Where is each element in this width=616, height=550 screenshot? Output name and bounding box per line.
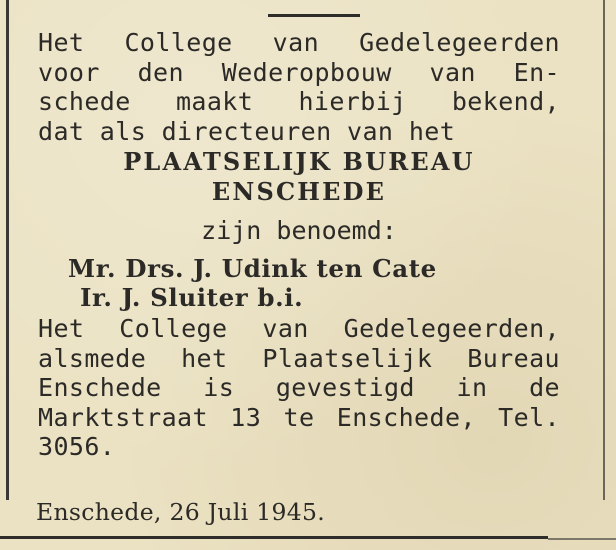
bureau-heading: [38, 147, 560, 207]
intro-line: Het College van Gedelegeerden: [38, 28, 560, 57]
closing-line: alsmede het Plaatselijk Bureau: [38, 343, 560, 373]
top-divider-rule: [268, 14, 360, 17]
appointed-label: zijn benoemd:: [201, 216, 397, 245]
intro-line: voor den Wederopbouw van En-: [38, 57, 560, 87]
closing-paragraph: [38, 314, 560, 462]
closing-line: Het College van Gedelegeerden,: [38, 314, 560, 343]
intro-line: schede maakt hierbij bekend,: [38, 87, 560, 116]
closing-line: Enschede is gevestigd in de: [38, 373, 560, 402]
intro-paragraph: [38, 28, 560, 146]
appointee-name: Ir. J. Sluiter b.i.: [80, 283, 304, 312]
bureau-heading-line: PLAATSELIJK BUREAU: [123, 147, 475, 176]
closing-line: 3056.: [38, 432, 116, 461]
appointee-name: Mr. Drs. J. Udink ten Cate: [68, 254, 437, 283]
closing-line: Marktstraat 13 te Enschede, Tel.: [38, 402, 560, 432]
dateline: Enschede, 26 Juli 1945.: [36, 498, 326, 526]
bottom-divider-rule-faint: [548, 538, 616, 540]
bottom-divider-rule: [0, 536, 548, 539]
left-border-rule: [6, 0, 9, 500]
appointee-names: [68, 254, 560, 312]
bureau-heading-line: ENSCHEDE: [211, 177, 387, 206]
intro-line: dat als directeuren van het: [38, 116, 456, 146]
right-border-rule: [603, 0, 605, 500]
announcement-body: [38, 28, 560, 462]
